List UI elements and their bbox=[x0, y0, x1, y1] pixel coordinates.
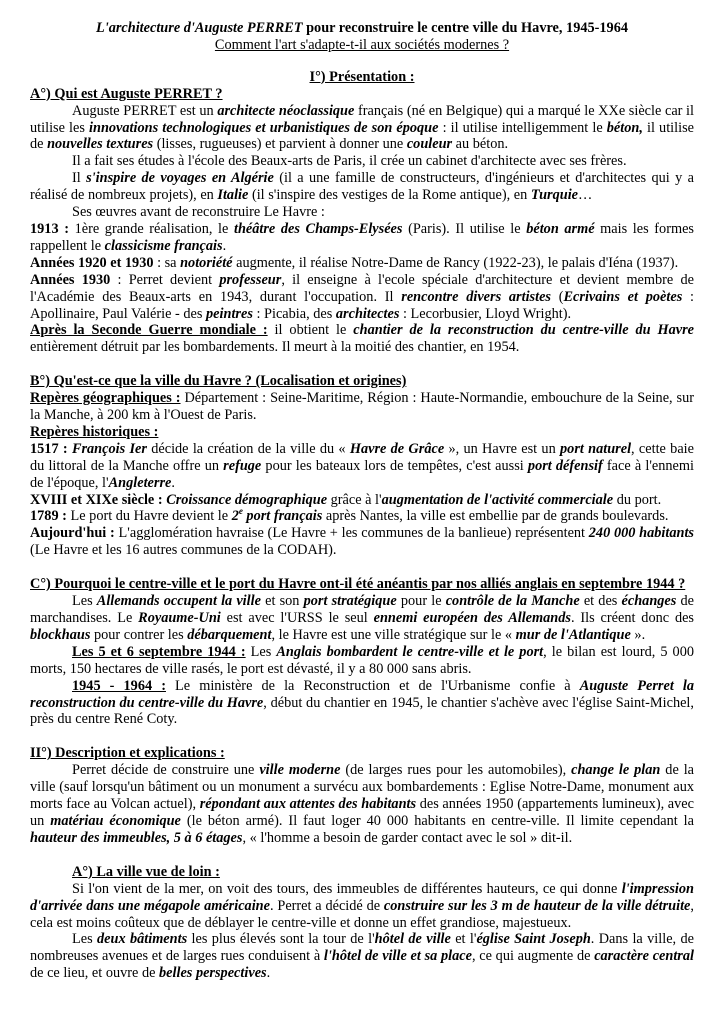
paragraph-history-heading: Repères historiques : bbox=[30, 423, 159, 440]
part2-heading: II°) Description et explications : bbox=[30, 745, 225, 762]
paragraph-18-19-century: XVIII et XIXe siècle : Croissance démographique grâce à l'augmentation de l'activité commerciale du port. bbox=[30, 491, 662, 508]
paragraph-modern-city: Perret décide de construire une ville moderne (de larges rues pour les automobiles), change le plan de la ville (sauf lorsqu'un bâtiment ou un monument a survécu aux bombardements : Eglise Notre-Dame, monument aux morts face au Volcan actuel), répondant aux attentes des habitants des années 1950 (appartements lumineux), avec un matériau économique (le béton armé). Il faut loger 40 000 habitants en centre-ville. Il limite cependant la hauteur des immeubles, 5 à 6 étages, « l'homme a besoin de garder contact avec le sol » dit-il. bbox=[30, 762, 695, 846]
paragraph-post-war: Après la Seconde Guerre mondiale : il obtient le chantier de la reconstruction du centre-ville du Havre entièrement détruit par les bombardements. Il meurt à la moitié des chantier, en 1954. bbox=[30, 322, 694, 356]
paragraph-1930: Années 1930 : Perret devient professeur, il enseigne à l'ecole spéciale d'architecture et devient membre de l'Académie des Beaux-arts en 1943, durant l'occupation. Il rencontre divers artistes (Ecrivains et poètes : Apollinaire, Paul Valérie - des peintres : Picabia, des architectes : Lecorbusier, Lloyd Wright). bbox=[30, 271, 694, 322]
document-title bbox=[30, 20, 694, 37]
paragraph-works-intro: Ses œuvres avant de reconstruire Le Havre : bbox=[72, 204, 325, 221]
paragraph-city-from-afar: Si l'on vient de la mer, on voit des tours, des immeubles de différentes hauteurs, ce qui donne l'impression d'arrivée dans une mégapole américaine. Perret a décidé de construire sur les 3 m de hauteur de la ville détruite, cela est moins coûteux que de déblayer le centre-ville et donne un effet grandiose, majestueux. bbox=[30, 880, 694, 931]
paragraph-1920-1930: Années 1920 et 1930 : sa notoriété augmente, il réalise Notre-Dame de Rancy (1922-23), le palais d'Iéna (1937). bbox=[30, 254, 679, 271]
title-rest: pour reconstruire le centre ville du Havre, 1945-1964 bbox=[302, 20, 628, 36]
paragraph-bombing: Les 5 et 6 septembre 1944 : Les Anglais bombardent le centre-ville et le port, le bilan est lourd, 5 000 morts, 150 hectares de ville rasés, le port est dévasté, il y a 80 000 sans abris. bbox=[30, 643, 694, 677]
paragraph-tall-buildings: Les deux bâtiments les plus élevés sont la tour de l'hôtel de ville et l'église Saint Joseph. Dans la ville, de nombreuses avenues et de larges rues conduisent à l'hôtel de ville et sa place, ce qui augmente de caractère central de ce lieu, et ouvre de belles perspectives. bbox=[30, 931, 694, 982]
document-subtitle: Comment l'art s'adapte-t-il aux sociétés modernes ? bbox=[214, 36, 510, 53]
title-italic: L'architecture d'Auguste PERRET bbox=[95, 20, 303, 36]
section-c-heading: C°) Pourquoi le centre-ville et le port du Havre ont-il été anéantis par nos alliés anglais en septembre 1944 ? bbox=[30, 576, 686, 593]
paragraph-1517: 1517 : François Ier décide la création de la ville du « Havre de Grâce », un Havre est un port naturel, cette baie du littoral de la Manche offre un refuge pour les bateaux lors de tempêtes, c'est aussi port défensif face à l'ennemi de l'époque, l'Angleterre. bbox=[30, 440, 694, 491]
part1-heading: I°) Présentation : bbox=[309, 68, 415, 85]
part2-section-a-heading: A°) La ville vue de loin : bbox=[72, 863, 220, 880]
paragraph-reconstruction: 1945 - 1964 : Le ministère de la Reconstruction et de l'Urbanisme confie à Auguste Perret la reconstruction du centre-ville du Havre, début du chantier en 1945, le chantier s'achève avec l'église Saint-Michel, près du centre René Coty. bbox=[30, 677, 695, 728]
paragraph-occupation: Les Allemands occupent la ville et son port stratégique pour le contrôle de la Manche et des échanges de marchandises. Le Royaume-Uni est avec l'URSS le seul ennemi européen des Allemands. Ils créent donc des blockhaus pour contrer les débarquement, le Havre est une ville stratégique sur le « mur de l'Atlantique ». bbox=[30, 593, 694, 643]
paragraph-perret-intro: Auguste PERRET est un architecte néoclassique français (né en Belgique) qui a marqué le XXe siècle car il utilise les innovations technologiques et urbanistiques de son époque : il utilise intelligemment le béton, il utilise de nouvelles textures (lisses, rugueuses) et parvient à donner une couleur au béton. bbox=[30, 102, 694, 153]
paragraph-1913: 1913 : 1ère grande réalisation, le théâtre des Champs-Elysées (Paris). Il utilise le béton armé mais les formes rappellent le classicisme français. bbox=[30, 220, 694, 254]
section-a-heading: A°) Qui est Auguste PERRET ? bbox=[30, 85, 223, 102]
paragraph-inspiration: Il s'inspire de voyages en Algérie (il a une famille de constructeurs, d'ingénieurs et d'architectes qui y a réalisé de nombreux projets), en Italie (il s'inspire des vestiges de la Rome antique), en Turquie… bbox=[30, 170, 694, 204]
paragraph-today: Aujourd'hui : L'agglomération havraise (Le Havre + les communes de la banlieue) représentent 240 000 habitants (Le Havre et les 16 autres communes de la CODAH). bbox=[30, 525, 694, 559]
paragraph-studies: Il a fait ses études à l'école des Beaux-arts de Paris, il crée un cabinet d'architecte avec ses frères. bbox=[72, 153, 627, 170]
paragraph-geo: Repères géographiques : Département : Seine-Maritime, Région : Haute-Normandie, embouchure de la Seine, sur la Manche, à 200 km à l'Ouest de Paris. bbox=[30, 390, 694, 424]
section-b-heading: B°) Qu'est-ce que la ville du Havre ? (Localisation et origines) bbox=[30, 373, 407, 390]
paragraph-1789: 1789 : Le port du Havre devient le 2e port français après Nantes, la ville est embellie par de grands boulevards. bbox=[30, 506, 669, 525]
